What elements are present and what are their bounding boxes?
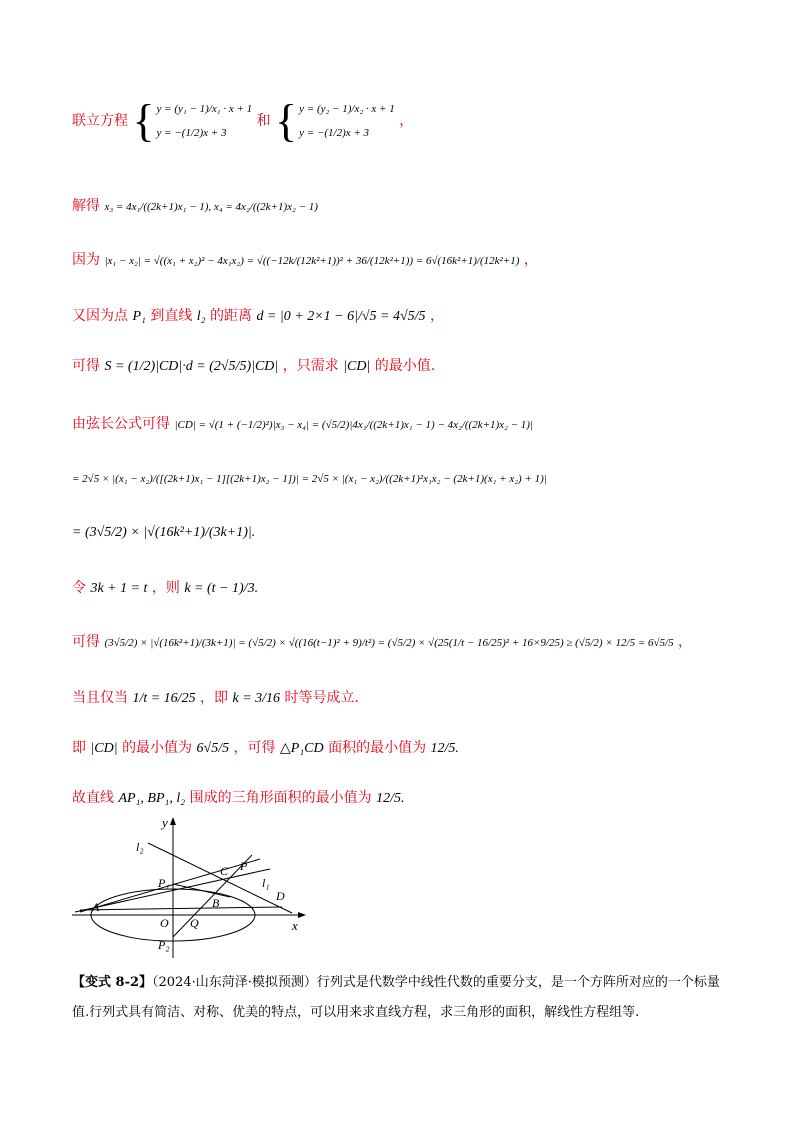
- line-area: [72, 356, 435, 377]
- math: 12/5.: [376, 791, 405, 806]
- math-distance: d = |0 + 2×1 − 6|/√5 = 4√5/5: [256, 309, 426, 324]
- line-l2: l₂: [196, 309, 206, 324]
- math-x3-x4: x₃ = 4x₁/((2k+1)x₁ − 1), x₄ = 4x₂/((2k+1)x₂ − 1): [104, 201, 318, 213]
- line-chord: [72, 414, 533, 435]
- line-distance: [72, 306, 444, 327]
- text: 可得: [72, 358, 100, 374]
- sys1-row2: y = −(1/2)x + 3: [156, 127, 227, 139]
- text: ，只需求: [282, 358, 339, 374]
- text: 的最小值.: [374, 358, 436, 374]
- text: 即: [72, 740, 86, 756]
- math-chord: |CD| = √(1 + (−1/2)²)|x₃ − x₄| = (√5/2)|4x₁/((2k+1)x₁ − 1) − 4x₂/((2k+1)x₂ − 1)|: [174, 419, 533, 431]
- sys2-row1: y = (y₂ − 1)/x₂ · x + 1: [299, 103, 395, 115]
- text: 又因为点: [72, 308, 128, 324]
- comma: ，: [678, 634, 693, 650]
- line-solve: [72, 196, 318, 217]
- comma: ，: [430, 308, 444, 324]
- math-area: S = (1/2)|CD|·d = (2√5/5)|CD|: [104, 359, 279, 374]
- label-o: O: [160, 916, 169, 930]
- line-ap1: [80, 859, 260, 912]
- text: 围成的三角形面积的最小值为: [189, 790, 372, 806]
- text: ，可得: [233, 740, 276, 756]
- label-x: x: [292, 918, 298, 933]
- label-p: P: [240, 859, 248, 873]
- geometry-figure: [70, 815, 310, 960]
- system-2: { y = (y₂ − 1)/x₂ · x + 1 y = −(1/2)x + 3: [275, 95, 395, 146]
- line-conclusion: [72, 788, 404, 809]
- label-d: D: [276, 889, 285, 903]
- label-l1: l₁: [262, 876, 270, 890]
- math-x1-minus-x2: |x₁ − x₂| = √((x₁ + x₂)² − 4x₁x₂) = √((−12k/(12k²+1))² + 36/(12k²+1)) = 6√(16k²+1)/(12k²+1): [104, 255, 520, 267]
- math: △P₁CD: [280, 741, 324, 756]
- label-q: Q: [190, 916, 199, 930]
- sys2-row2: y = −(1/2)x + 3: [299, 127, 370, 139]
- label-l2: l₂: [136, 840, 144, 854]
- text: 面积的最小值为: [328, 740, 427, 756]
- problem-tag: 【变式 8-2】: [72, 975, 153, 990]
- math: 6√5/5: [196, 741, 230, 756]
- line-equality: [72, 688, 359, 709]
- math: k = (t − 1)/3.: [184, 581, 259, 596]
- math: AP₁, BP₁, l₂: [118, 791, 186, 806]
- comma: ，: [399, 113, 414, 129]
- label-simultaneous: 联立方程: [72, 113, 128, 129]
- line-l2: [148, 843, 292, 913]
- math-result: = (3√5/2) × |√(16k²+1)/(3k+1)|.: [72, 525, 256, 540]
- text: 到直线: [150, 308, 193, 324]
- text: 故直线: [72, 790, 114, 806]
- label-c: C: [220, 864, 229, 878]
- point-p1: P₁: [132, 309, 146, 324]
- label-a: A: [92, 900, 100, 914]
- label-y: y: [162, 815, 168, 830]
- line-min-cd: [72, 738, 459, 759]
- problem-text: （2024·山东菏泽·模拟预测）行列式是代数学中线性代数的重要分支，是一个方阵所对应的一个标量值.行列式具有简洁、对称、优美的特点，可以用来求直线方程，求三角形的面积，解线性方程组等.: [72, 975, 720, 1020]
- math-cd: |CD|: [343, 359, 371, 374]
- text: 令: [72, 580, 86, 596]
- label-solve: 解得: [72, 198, 100, 214]
- label-b: B: [212, 896, 220, 910]
- text: 的距离: [210, 308, 252, 324]
- line-because: [72, 250, 538, 271]
- line-p1b: [173, 884, 230, 897]
- next-problem: [72, 968, 732, 1028]
- math: |CD|: [90, 741, 118, 756]
- text: 当且仅当: [72, 690, 128, 706]
- math: 1/t = 16/25: [132, 691, 196, 706]
- text: 由弦长公式可得: [72, 416, 170, 432]
- label-because: 因为: [72, 252, 100, 268]
- label-p1: P₁: [158, 876, 170, 890]
- line-substitute: [72, 578, 258, 599]
- system-1: { y = (y₁ − 1)/x₁ · x + 1 y = −(1/2)x + 3: [132, 95, 253, 146]
- line-inequality: [72, 632, 692, 653]
- y-axis-arrow: [170, 817, 176, 825]
- line-simplify: [72, 468, 547, 489]
- math-simplify: = 2√5 × |(x₁ − x₂)/([(2k+1)x₁ − 1][(2k+1)x₂ − 1])| = 2√5 × |(x₁ − x₂)/((2k+1)²x₁x₂ − (2k+1)(x₁ + x₂) + 1)|: [72, 473, 547, 485]
- line-system-equations: [72, 95, 414, 146]
- line-bd: [80, 907, 282, 910]
- math-inequality: (3√5/2) × |√(16k²+1)/(3k+1)| = (√5/2) × √((16(t−1)² + 9)/t²) = (√5/2) × √(25(1/t − 16/25)² + 16×9/25) ≥ (√5/2) × 12/5 = 6√5/5: [104, 637, 674, 649]
- text: 可得: [72, 634, 100, 650]
- math: 12/5.: [430, 741, 459, 756]
- line-result: [72, 522, 255, 543]
- text: ，则: [151, 580, 180, 596]
- label-p2: P₂: [158, 938, 170, 952]
- math: 3k + 1 = t: [90, 581, 148, 596]
- sys1-row1: y = (y₁ − 1)/x₁ · x + 1: [156, 103, 253, 115]
- label-and: 和: [256, 113, 271, 129]
- text: 时等号成立.: [284, 690, 359, 706]
- text: 的最小值为: [122, 740, 193, 756]
- text: ，即: [200, 690, 229, 706]
- comma: ，: [523, 252, 538, 268]
- math: k = 3/16: [232, 691, 281, 706]
- x-axis-arrow: [298, 912, 306, 918]
